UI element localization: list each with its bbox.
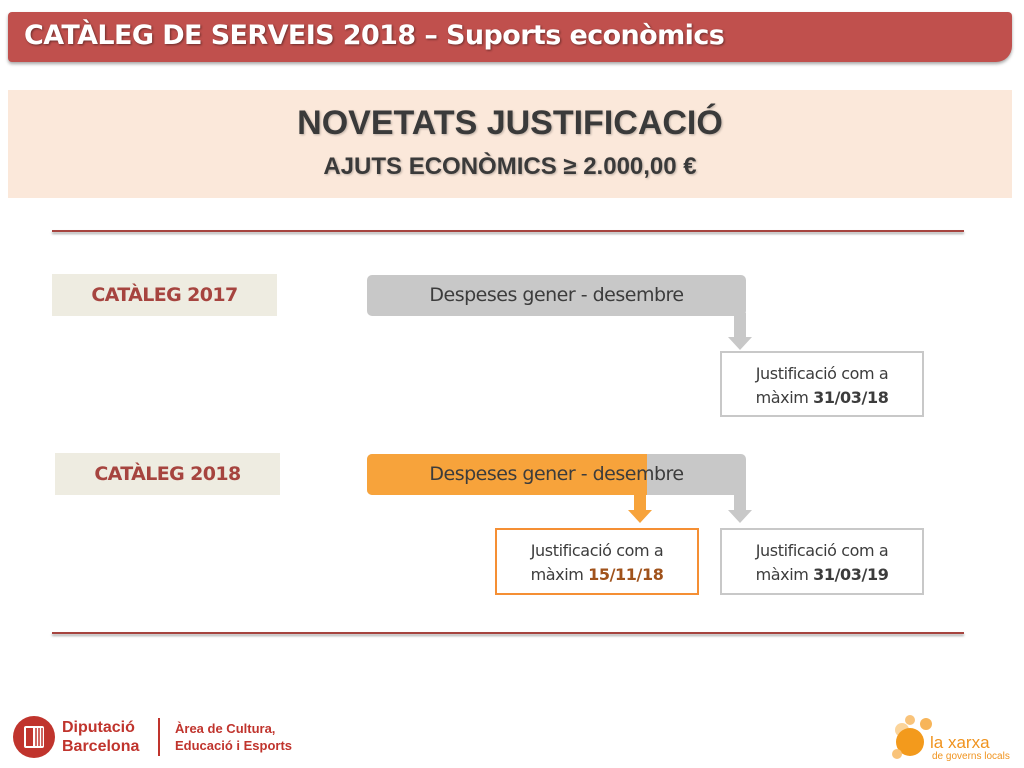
hero-title: NOVETATS JUSTIFICACIÓ bbox=[297, 104, 723, 142]
justification-date: 31/03/19 bbox=[813, 565, 889, 584]
justification-line: Justificació com a bbox=[755, 541, 889, 560]
org-name-line1: Diputació bbox=[62, 719, 135, 736]
arrow-down-icon bbox=[728, 486, 752, 523]
justification-prefix: màxim bbox=[755, 388, 814, 407]
justification-line: Justificació com a bbox=[530, 541, 664, 560]
page-title: CATÀLEG DE SERVEIS 2018 – Suports econòmics bbox=[24, 20, 725, 51]
partner-subtitle: de governs locals bbox=[932, 751, 1010, 762]
justification-box-2018-new bbox=[495, 528, 699, 595]
department-name bbox=[175, 720, 292, 754]
expenses-bar-2017 bbox=[367, 275, 746, 316]
department-line2: Educació i Esports bbox=[175, 738, 293, 753]
catalog-2018-label: CATÀLEG 2018 bbox=[55, 453, 280, 495]
footer-divider bbox=[158, 718, 160, 756]
hero-panel bbox=[8, 90, 1012, 198]
expenses-bar-label: Despeses gener - desembre bbox=[429, 284, 684, 306]
justification-date: 31/03/18 bbox=[813, 388, 889, 407]
org-name bbox=[62, 718, 139, 756]
justification-prefix: màxim bbox=[530, 565, 589, 584]
justification-box-2017 bbox=[720, 351, 924, 417]
department-line1: Àrea de Cultura, bbox=[175, 721, 276, 736]
arrow-down-icon bbox=[628, 486, 652, 523]
catalog-2017-label: CATÀLEG 2017 bbox=[52, 274, 277, 316]
header-banner bbox=[8, 12, 1012, 62]
hero-subtitle: AJUTS ECONÒMICS ≥ 2.000,00 € bbox=[323, 153, 697, 180]
expenses-bar-label: Despeses gener - desembre bbox=[429, 463, 684, 485]
justification-box-2018-old bbox=[720, 528, 924, 595]
bottom-divider bbox=[52, 632, 964, 634]
la-xarxa-logo bbox=[888, 712, 1018, 764]
arrow-down-icon bbox=[728, 313, 752, 350]
org-name-line2: Barcelona bbox=[62, 738, 140, 755]
justification-prefix: màxim bbox=[755, 565, 814, 584]
top-divider bbox=[52, 230, 964, 232]
partner-name: la xarxa bbox=[930, 733, 990, 752]
expenses-bar-2018 bbox=[367, 454, 746, 495]
coat-of-arms-icon bbox=[12, 715, 56, 759]
justification-date: 15/11/18 bbox=[588, 565, 664, 584]
justification-line: Justificació com a bbox=[755, 364, 889, 383]
